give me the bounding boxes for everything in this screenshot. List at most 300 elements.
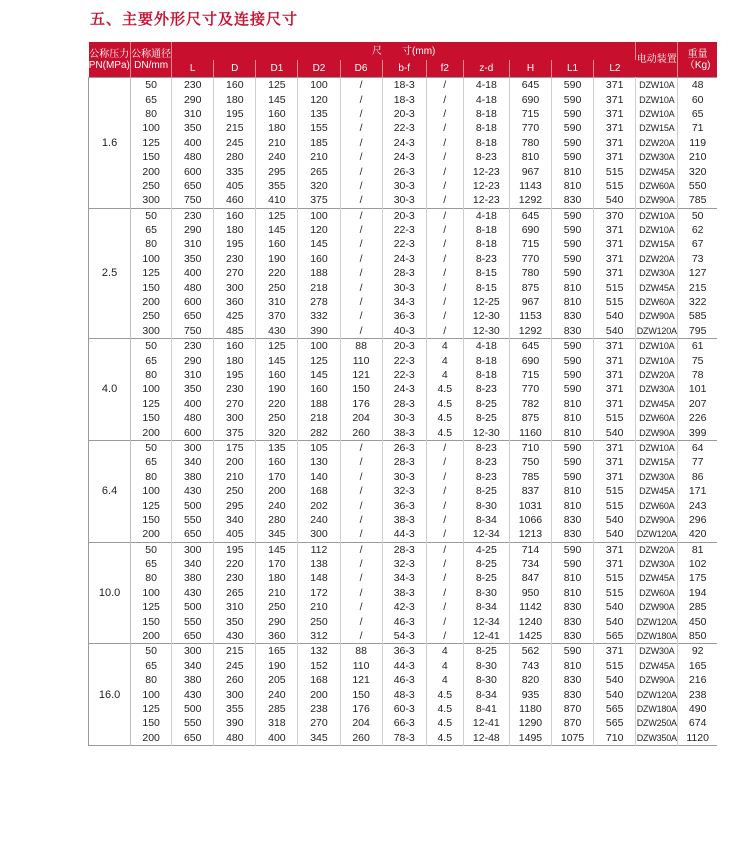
table-cell: 380 (172, 673, 214, 687)
table-cell: 125 (298, 353, 340, 367)
table-cell: / (340, 179, 382, 193)
table-cell: 86 (691, 470, 704, 483)
table-cell: 371 (594, 150, 636, 164)
motor-cell: DZW250A (636, 716, 678, 730)
table-cell: / (340, 92, 382, 106)
table-cell: 310 (172, 368, 214, 382)
table-cell: 278 (298, 295, 340, 309)
table-cell: / (340, 629, 382, 644)
pn-cell: 16.0 (89, 644, 131, 746)
table-cell: 480 (172, 280, 214, 294)
table-cell: 1425 (509, 629, 551, 644)
table-cell: 110 (340, 659, 382, 673)
table-cell: 550 (172, 513, 214, 527)
table-cell: / (426, 484, 463, 498)
table-cell: 245 (214, 659, 256, 673)
table-cell: / (340, 484, 382, 498)
table-cell: 950 (509, 586, 551, 600)
table-cell: 160 (256, 107, 298, 121)
table-cell: 92 (678, 644, 717, 659)
table-cell: 88 (340, 339, 382, 354)
table-cell: 770 (509, 382, 551, 396)
table-row (89, 280, 718, 294)
table-cell: 8-18 (463, 368, 509, 382)
table-cell: 550 (172, 614, 214, 628)
table-cell: 935 (509, 687, 551, 701)
table-cell: 44-3 (382, 527, 426, 542)
table-cell: 80 (131, 237, 172, 251)
table-cell: 220 (256, 266, 298, 280)
table-cell: 38-3 (382, 513, 426, 527)
table-cell: 590 (552, 223, 594, 237)
table-cell: 371 (594, 542, 636, 557)
pn-cell: 6.4 (89, 440, 131, 542)
table-cell: 585 (688, 310, 707, 323)
table-cell: 75 (691, 354, 704, 367)
table-cell: 500 (172, 498, 214, 512)
table-cell: 180 (256, 121, 298, 135)
table-cell: / (426, 193, 463, 208)
table-cell: 300 (131, 193, 172, 208)
table-row (89, 571, 718, 585)
table-cell: 64 (678, 440, 717, 455)
dim-header-6: f2 (426, 60, 463, 78)
table-cell: 78-3 (382, 731, 426, 746)
table-cell: 785 (688, 194, 707, 207)
table-cell: 160 (256, 368, 298, 382)
table-cell: 810 (552, 586, 594, 600)
table-cell: 8-18 (463, 121, 509, 135)
table-cell: 425 (214, 309, 256, 323)
table-cell: 125 (131, 498, 172, 512)
table-cell: 300 (214, 411, 256, 425)
table-cell: 734 (509, 557, 551, 571)
section-title: 五、主要外形尺寸及连接尺寸 (90, 10, 299, 28)
table-cell: 12-41 (463, 629, 509, 644)
table-cell: 24-3 (382, 150, 426, 164)
dim-header-7: z-d (463, 60, 509, 78)
table-cell: 590 (552, 440, 594, 455)
table-cell: 645 (509, 339, 551, 354)
table-cell: 590 (552, 266, 594, 280)
table-cell: 12-25 (463, 295, 509, 309)
table-cell: 360 (256, 629, 298, 644)
table-row (89, 353, 718, 367)
motor-cell: DZW60A (636, 411, 678, 425)
table-cell: 195 (214, 368, 256, 382)
table-row (89, 309, 718, 323)
table-cell: 1240 (509, 614, 551, 628)
pn-cell: 10.0 (89, 542, 131, 644)
table-cell: 150 (340, 382, 382, 396)
motor-cell: DZW10A (636, 208, 678, 223)
table-cell: / (426, 107, 463, 121)
table-cell: 371 (594, 353, 636, 367)
motor-cell: DZW15A (636, 237, 678, 251)
table-cell: 600 (172, 295, 214, 309)
table-cell: / (340, 455, 382, 469)
table-cell: / (426, 309, 463, 323)
table-cell: 200 (131, 731, 172, 746)
table-cell: 8-25 (463, 411, 509, 425)
table-cell: 4-18 (463, 208, 509, 223)
motor-cell: DZW90A (636, 673, 678, 687)
table-cell: 8-18 (463, 136, 509, 150)
table-cell: 590 (552, 107, 594, 121)
table-cell: 405 (214, 527, 256, 542)
table-cell: 28-3 (382, 542, 426, 557)
table-cell: / (426, 513, 463, 527)
table-row (89, 223, 718, 237)
table-cell: / (426, 498, 463, 512)
table-cell: 200 (131, 295, 172, 309)
table-cell: 750 (509, 455, 551, 469)
table-cell: 770 (509, 121, 551, 135)
table-cell: 650 (172, 179, 214, 193)
motor-cell: DZW120A (636, 614, 678, 628)
table-cell: 650 (172, 527, 214, 542)
table-cell: 590 (552, 542, 594, 557)
table-cell: 4.5 (426, 687, 463, 701)
table-cell: 230 (172, 78, 214, 93)
table-row (89, 600, 718, 614)
motor-cell: DZW10A (636, 223, 678, 237)
table-cell: 875 (509, 280, 551, 294)
table-cell: 30-3 (382, 470, 426, 484)
table-cell: 371 (594, 223, 636, 237)
table-cell: 340 (172, 557, 214, 571)
table-cell: 48-3 (382, 687, 426, 701)
table-cell: / (340, 440, 382, 455)
table-cell: / (340, 78, 382, 93)
table-cell: 81 (678, 542, 717, 557)
motor-header: 电动装置 (636, 42, 678, 78)
table-cell: / (340, 223, 382, 237)
motor-cell: DZW10A (636, 78, 678, 93)
motor-cell: DZW120A (636, 527, 678, 542)
table-cell: 8-34 (463, 600, 509, 614)
table-cell: 540 (594, 600, 636, 614)
table-row (89, 397, 718, 411)
table-cell: 204 (340, 716, 382, 730)
table-row (89, 542, 718, 557)
table-cell: 4-18 (463, 78, 509, 93)
table-cell: 810 (552, 659, 594, 673)
dim-header-10: L2 (594, 60, 636, 78)
motor-cell: DZW90A (636, 309, 678, 323)
table-cell: 540 (594, 614, 636, 628)
table-cell: 102 (688, 558, 707, 571)
table-cell: 1120 (686, 731, 709, 744)
table-cell: 210 (214, 470, 256, 484)
table-cell: 1143 (509, 179, 551, 193)
table-cell: 380 (172, 571, 214, 585)
table-cell: 46-3 (382, 614, 426, 628)
table-cell: 250 (298, 614, 340, 628)
table-cell: / (340, 193, 382, 208)
table-cell: 100 (131, 252, 172, 266)
table-cell: 100 (298, 78, 340, 93)
table-row (89, 237, 718, 251)
table-cell: 210 (688, 151, 707, 164)
table-cell: 150 (131, 411, 172, 425)
table-cell: / (426, 208, 463, 223)
table-cell: 590 (552, 252, 594, 266)
motor-cell: DZW60A (636, 498, 678, 512)
table-cell: 100 (131, 484, 172, 498)
table-cell: 282 (298, 425, 340, 440)
table-cell: / (426, 280, 463, 294)
table-cell: 8-25 (463, 397, 509, 411)
table-cell: 100 (131, 586, 172, 600)
motor-cell: DZW15A (636, 455, 678, 469)
table-cell: 145 (298, 237, 340, 251)
table-cell: 300 (131, 324, 172, 339)
table-cell: 370 (594, 208, 636, 223)
dim-header-1: D (214, 60, 256, 78)
table-cell: 4 (426, 353, 463, 367)
motor-cell: DZW60A (636, 179, 678, 193)
table-cell: 300 (172, 440, 214, 455)
pn-cell: 2.5 (89, 208, 131, 339)
table-cell: 350 (214, 614, 256, 628)
table-row (89, 368, 718, 382)
table-cell: / (340, 208, 382, 223)
table-cell: 190 (256, 659, 298, 673)
table-cell: 837 (509, 484, 551, 498)
table-cell: 145 (256, 542, 298, 557)
table-cell: 870 (552, 702, 594, 716)
table-cell: 290 (172, 92, 214, 106)
table-cell: 8-25 (463, 571, 509, 585)
table-cell: 650 (172, 309, 214, 323)
table-cell: 8-18 (463, 353, 509, 367)
table-cell: 780 (509, 266, 551, 280)
table-cell: 300 (214, 687, 256, 701)
table-cell: 1213 (509, 527, 551, 542)
table-cell: 110 (340, 353, 382, 367)
table-cell: 12-48 (463, 731, 509, 746)
table-cell: / (340, 107, 382, 121)
motor-cell: DZW20A (636, 136, 678, 150)
table-row (89, 702, 718, 716)
table-cell: 371 (594, 644, 636, 659)
table-cell: 120 (298, 223, 340, 237)
table-cell: 500 (172, 600, 214, 614)
table-cell: 345 (256, 527, 298, 542)
motor-cell: DZW90A (636, 425, 678, 440)
table-cell: 8-34 (463, 513, 509, 527)
table-cell: 350 (172, 121, 214, 135)
table-cell: 270 (214, 266, 256, 280)
table-cell: 371 (594, 266, 636, 280)
table-cell: 490 (688, 702, 707, 715)
table-cell: / (340, 164, 382, 178)
table-cell: 290 (172, 223, 214, 237)
motor-cell: DZW15A (636, 121, 678, 135)
table-cell: 967 (509, 295, 551, 309)
table-cell: 12-34 (463, 527, 509, 542)
table-cell: 150 (340, 687, 382, 701)
table-cell: 160 (298, 252, 340, 266)
table-row (89, 208, 718, 223)
table-cell: 250 (256, 411, 298, 425)
table-cell: / (426, 78, 463, 93)
table-cell: 61 (678, 339, 717, 354)
table-cell: / (426, 324, 463, 339)
table-row (89, 324, 718, 339)
table-cell: 540 (594, 193, 636, 208)
table-cell: 785 (509, 470, 551, 484)
table-cell: 50 (131, 440, 172, 455)
table-cell: 12-30 (463, 309, 509, 323)
table-cell: 26-3 (382, 164, 426, 178)
table-cell: 155 (298, 121, 340, 135)
table-cell: 405 (214, 179, 256, 193)
table-cell: 160 (214, 339, 256, 354)
table-cell: / (340, 557, 382, 571)
table-cell: 390 (214, 716, 256, 730)
table-cell: 240 (298, 513, 340, 527)
table-cell: 296 (688, 513, 707, 526)
pn-cell: 4.0 (89, 339, 131, 441)
table-cell: 8-23 (463, 440, 509, 455)
table-cell: 515 (594, 571, 636, 585)
table-cell: 371 (594, 339, 636, 354)
table-cell: 340 (172, 659, 214, 673)
table-cell: / (426, 557, 463, 571)
motor-cell: DZW30A (636, 470, 678, 484)
table-cell: 145 (256, 353, 298, 367)
table-cell: 132 (298, 644, 340, 659)
table-cell: 12-23 (463, 179, 509, 193)
table-cell: 50 (131, 644, 172, 659)
table-cell: 8-23 (463, 455, 509, 469)
table-cell: 515 (594, 164, 636, 178)
table-cell: 171 (688, 485, 707, 498)
table-cell: 34-3 (382, 295, 426, 309)
table-cell: 715 (509, 237, 551, 251)
table-cell: 250 (131, 309, 172, 323)
table-cell: 260 (340, 425, 382, 440)
table-cell: 847 (509, 571, 551, 585)
table-cell: 200 (256, 484, 298, 498)
table-cell: 65 (131, 353, 172, 367)
table-cell: 515 (594, 411, 636, 425)
table-row (89, 382, 718, 396)
table-row (89, 470, 718, 484)
table-cell: 205 (256, 673, 298, 687)
table-cell: 371 (594, 557, 636, 571)
table-cell: 24-3 (382, 382, 426, 396)
table-cell: 8-15 (463, 280, 509, 294)
table-cell: 600 (172, 425, 214, 440)
table-cell: 400 (256, 731, 298, 746)
table-cell: 4.5 (426, 382, 463, 396)
table-cell: / (340, 614, 382, 628)
table-cell: 210 (256, 586, 298, 600)
table-cell: 80 (131, 470, 172, 484)
table-cell: 312 (298, 629, 340, 644)
table-cell: 80 (131, 107, 172, 121)
motor-cell: DZW10A (636, 440, 678, 455)
table-cell: 4-18 (463, 92, 509, 106)
table-cell: 590 (552, 353, 594, 367)
table-row (89, 498, 718, 512)
table-cell: 480 (172, 150, 214, 164)
table-cell: 50 (131, 208, 172, 223)
table-row (89, 644, 718, 659)
table-row (89, 629, 718, 644)
pn-header: 公称压力PN(MPa) (89, 42, 131, 78)
table-cell: 590 (552, 470, 594, 484)
table-cell: 50 (131, 542, 172, 557)
table-cell: 590 (552, 382, 594, 396)
table-cell: / (340, 586, 382, 600)
table-cell: 160 (256, 455, 298, 469)
table-cell: 180 (214, 353, 256, 367)
table-cell: 125 (256, 78, 298, 93)
table-cell: 20-3 (382, 339, 426, 354)
table-cell: 710 (594, 731, 636, 746)
table-cell: 12-23 (463, 193, 509, 208)
table-cell: 565 (594, 716, 636, 730)
table-cell: 380 (172, 470, 214, 484)
table-cell: 770 (509, 252, 551, 266)
table-cell: 135 (256, 440, 298, 455)
table-cell: 810 (552, 498, 594, 512)
table-row (89, 586, 718, 600)
table-cell: 22-3 (382, 353, 426, 367)
table-cell: 540 (594, 673, 636, 687)
table-cell: 810 (552, 179, 594, 193)
table-cell: / (426, 470, 463, 484)
table-cell: 371 (594, 252, 636, 266)
table-cell: 8-18 (463, 223, 509, 237)
table-cell: 8-25 (463, 557, 509, 571)
table-cell: 430 (172, 484, 214, 498)
table-cell: 24-3 (382, 252, 426, 266)
table-cell: 73 (691, 252, 704, 265)
table-cell: 350 (172, 382, 214, 396)
table-cell: 100 (131, 121, 172, 135)
table-cell: 120 (298, 92, 340, 106)
table-cell: 1180 (509, 702, 551, 716)
table-cell: 188 (298, 266, 340, 280)
dim-header-8: H (509, 60, 551, 78)
table-cell: 42-3 (382, 600, 426, 614)
table-cell: / (340, 324, 382, 339)
table-cell: 690 (509, 223, 551, 237)
table-cell: 180 (214, 92, 256, 106)
table-cell: 125 (256, 339, 298, 354)
table-cell: 38-3 (382, 425, 426, 440)
table-cell: 65 (131, 455, 172, 469)
table-cell: 30-3 (382, 193, 426, 208)
table-cell: 245 (214, 136, 256, 150)
table-cell: 1066 (509, 513, 551, 527)
table-cell: 8-18 (463, 237, 509, 251)
table-cell: 12-30 (463, 425, 509, 440)
table-cell: 280 (214, 150, 256, 164)
table-cell: 240 (256, 150, 298, 164)
motor-cell: DZW350A (636, 731, 678, 746)
motor-cell: DZW45A (636, 164, 678, 178)
table-cell: 322 (688, 296, 707, 309)
table-cell: 4.5 (426, 731, 463, 746)
table-cell: 38-3 (382, 586, 426, 600)
table-cell: 645 (509, 78, 551, 93)
